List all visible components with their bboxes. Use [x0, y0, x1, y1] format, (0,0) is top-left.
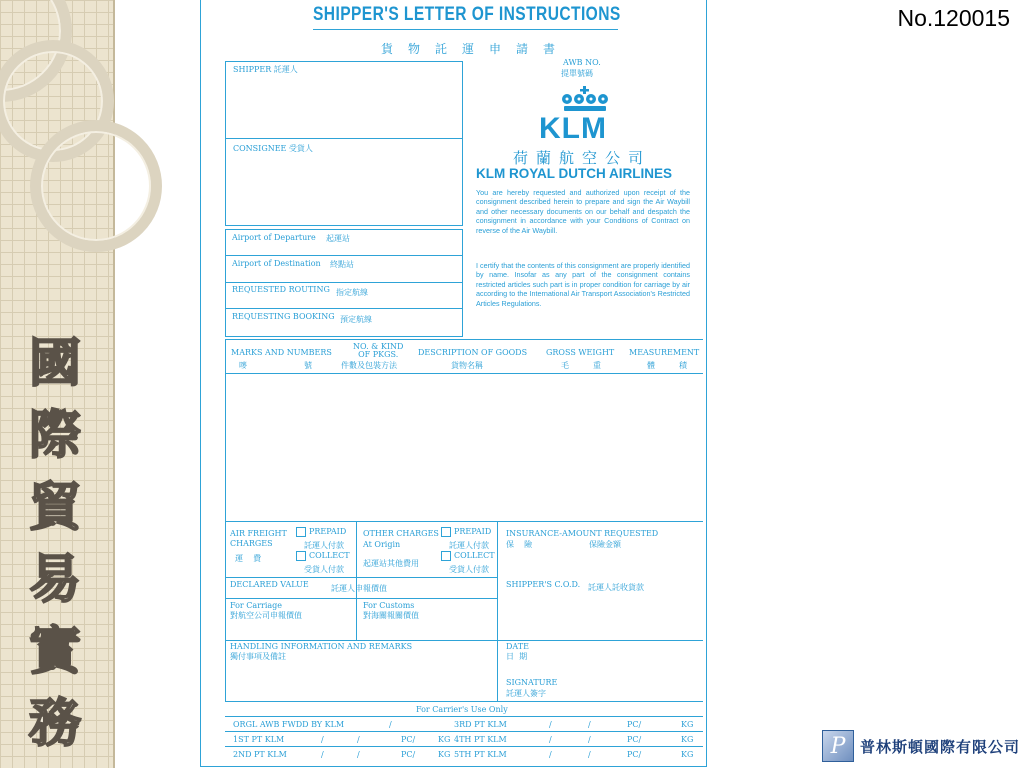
requested-routing-label: REQUESTED ROUTING — [232, 285, 330, 294]
handling-zh: 獨付事項及備註 — [230, 652, 286, 661]
divider — [225, 701, 703, 702]
divider — [225, 640, 703, 641]
slash: / — [357, 750, 360, 759]
divider — [225, 577, 497, 578]
packages-header-zh: 件數及包裝方法 — [341, 361, 397, 370]
kg-label: KG — [681, 735, 694, 744]
document-number: No.120015 — [897, 5, 1010, 31]
title-char: 際 — [28, 405, 81, 466]
date-label: DATE — [506, 642, 529, 651]
at-origin-label: At Origin — [363, 540, 401, 549]
divider — [225, 598, 497, 599]
title-char: 實 — [28, 621, 81, 682]
carrier-row-left-label: 1ST PT KLM — [233, 735, 285, 744]
carrier-row-left-label: ORGL AWB FWDD BY KLM — [233, 720, 345, 729]
insurance-label: INSURANCE-AMOUNT REQUESTED — [506, 529, 659, 538]
requested-routing-zh: 指定航線 — [336, 288, 368, 297]
slash: / — [588, 750, 591, 759]
divider — [356, 521, 357, 641]
requesting-booking-zh: 預定航線 — [340, 315, 372, 324]
signature-label: SIGNATURE — [506, 678, 558, 687]
company-logo — [822, 730, 1020, 762]
for-customs-label: For Customs — [363, 601, 415, 610]
prepaid-checkbox[interactable] — [296, 527, 306, 537]
packages-header: NO. & KIND OF PKGS. — [353, 342, 404, 359]
company-logo-icon: P — [822, 730, 854, 762]
shipper-consignee-box — [225, 61, 463, 226]
air-freight-label: AIR FREIGHT CHARGES — [230, 529, 287, 548]
collect-zh: 受貨人付款 — [304, 565, 344, 574]
slash: / — [321, 750, 324, 759]
gross-weight-header: GROSS WEIGHT — [546, 348, 615, 357]
kg-label: KG — [681, 720, 694, 729]
shipper-label: SHIPPER 託運人 — [233, 65, 298, 74]
airport-routing-box — [225, 229, 463, 337]
numbers-header-zh: 號 — [304, 361, 312, 370]
gross-weight-zh1: 毛 — [561, 361, 569, 370]
vertical-course-title — [20, 328, 90, 760]
divider — [226, 282, 462, 283]
prepaid-option[interactable]: PREPAID — [296, 527, 346, 537]
measurement-zh1: 體 — [647, 361, 655, 370]
pc-label: PC/ — [627, 750, 642, 759]
measurement-header: MEASUREMENT — [629, 348, 700, 357]
title-char: 貿 — [28, 477, 81, 538]
pc-label: PC/ — [401, 735, 416, 744]
air-freight-zh: 運 費 — [235, 554, 262, 563]
title-char: 國 — [28, 333, 81, 394]
title-char: 務 — [28, 693, 81, 754]
prepaid-checkbox[interactable] — [441, 527, 451, 537]
company-name: 普林斯頓國際有限公司 — [859, 737, 1020, 756]
description-header: DESCRIPTION OF GOODS — [418, 348, 528, 357]
marks-numbers-header: MARKS AND NUMBERS — [231, 348, 332, 357]
form-title: SHIPPER'S LETTER OF INSTRUCTIONS — [313, 4, 621, 25]
airline-name-en: KLM ROYAL DUTCH AIRLINES — [476, 166, 673, 181]
kg-label: KG — [438, 735, 451, 744]
divider — [497, 521, 498, 701]
for-carriage-zh: 對航空公司申報價值 — [230, 611, 302, 620]
divider — [225, 339, 703, 340]
kg-label: KG — [681, 750, 694, 759]
slash: / — [321, 735, 324, 744]
insurance-zh: 保 險 — [506, 540, 533, 549]
pc-label: PC/ — [401, 750, 416, 759]
for-carriage-label: For Carriage — [230, 601, 283, 610]
slash: / — [549, 750, 552, 759]
divider — [226, 308, 462, 309]
slash: / — [549, 735, 552, 744]
slash: / — [389, 720, 392, 729]
klm-logo: KLM — [539, 112, 607, 145]
divider — [225, 521, 226, 701]
carrier-row-right-label: 3RD PT KLM — [454, 720, 507, 729]
other-collect-zh: 受貨人付款 — [449, 565, 489, 574]
form-subtitle: 貨物託運申請書 — [381, 42, 571, 56]
carrier-row-right-label: 4TH PT KLM — [454, 735, 507, 744]
pc-label: PC/ — [627, 735, 642, 744]
divider — [225, 373, 703, 374]
pc-label: PC/ — [627, 720, 642, 729]
slash: / — [588, 735, 591, 744]
authorization-paragraph: You are hereby requested and authorized upon receipt of the consignment described herein to prepare and sign the Air Waybill and other necessary documents on our behalf and despatch the consignment in accordance with your Conditions of Contract on reverse of the Air Waybill. — [476, 188, 690, 235]
marks-header-zh: 嘜 — [239, 361, 247, 370]
insurance-amount-zh: 保險金額 — [589, 540, 621, 549]
gross-weight-zh2: 重 — [593, 361, 601, 370]
cod-label: SHIPPER'S C.O.D. — [506, 580, 581, 589]
handling-label: HANDLING INFORMATION AND REMARKS — [230, 642, 413, 651]
other-collect-option[interactable]: COLLECT — [441, 551, 495, 561]
klm-crown-icon — [561, 86, 609, 114]
slash: / — [588, 720, 591, 729]
divider — [225, 716, 703, 717]
collect-checkbox[interactable] — [441, 551, 451, 561]
signature-zh: 託運人簽字 — [506, 689, 546, 698]
cod-zh: 託運人託收貨款 — [588, 583, 644, 592]
kg-label: KG — [438, 750, 451, 759]
divider — [225, 339, 226, 522]
certification-paragraph: I certify that the contents of this consignment are properly identified by name. Insofar as any part of the consignment contains restricted articles such part is in proper condition for carriage by air according to the International Air Transport Association's Restricted Articles Regulations. — [476, 261, 690, 308]
slash: / — [357, 735, 360, 744]
title-char: 易 — [28, 549, 81, 610]
at-origin-zh: 起運站其他費用 — [363, 559, 419, 568]
departure-label-zh: 起運站 — [326, 234, 350, 243]
departure-label: Airport of Departure — [232, 233, 316, 242]
consignee-label: CONSIGNEE 受貨人 — [233, 144, 313, 153]
other-prepaid-zh: 託運人付款 — [449, 541, 489, 550]
description-header-zh: 貨物名稱 — [451, 361, 483, 370]
divider — [225, 731, 703, 732]
other-charges-label: OTHER CHARGES — [363, 529, 439, 538]
date-zh: 日 期 — [506, 652, 528, 661]
airline-name-zh: 荷蘭航空公司 — [513, 149, 652, 167]
awb-no-label: AWB NO. — [563, 58, 601, 67]
carrier-row-right-label: 5TH PT KLM — [454, 750, 507, 759]
divider — [225, 521, 703, 522]
carrier-use-label: For Carrier's Use Only — [416, 705, 508, 714]
divider — [226, 138, 462, 139]
destination-label: Airport of Destination — [232, 259, 321, 268]
collect-option[interactable]: COLLECT — [296, 551, 350, 561]
declared-value-zh: 託運人申報價值 — [331, 584, 387, 593]
declared-value-label: DECLARED VALUE — [230, 580, 309, 589]
destination-label-zh: 終點站 — [330, 260, 354, 269]
other-prepaid-option[interactable]: PREPAID — [441, 527, 491, 537]
awb-no-zh: 提單號碼 — [561, 69, 593, 78]
measurement-zh2: 積 — [679, 361, 687, 370]
slash: / — [549, 720, 552, 729]
collect-checkbox[interactable] — [296, 551, 306, 561]
for-customs-zh: 對海關報關價值 — [363, 611, 419, 620]
decorative-ring — [30, 120, 162, 252]
title-underline — [313, 29, 618, 30]
divider — [226, 255, 462, 256]
prepaid-zh: 託運人付款 — [304, 541, 344, 550]
carrier-row-left-label: 2ND PT KLM — [233, 750, 287, 759]
shippers-letter-form — [200, 0, 707, 767]
requesting-booking-label: REQUESTING BOOKING — [232, 312, 335, 321]
divider — [225, 746, 703, 747]
